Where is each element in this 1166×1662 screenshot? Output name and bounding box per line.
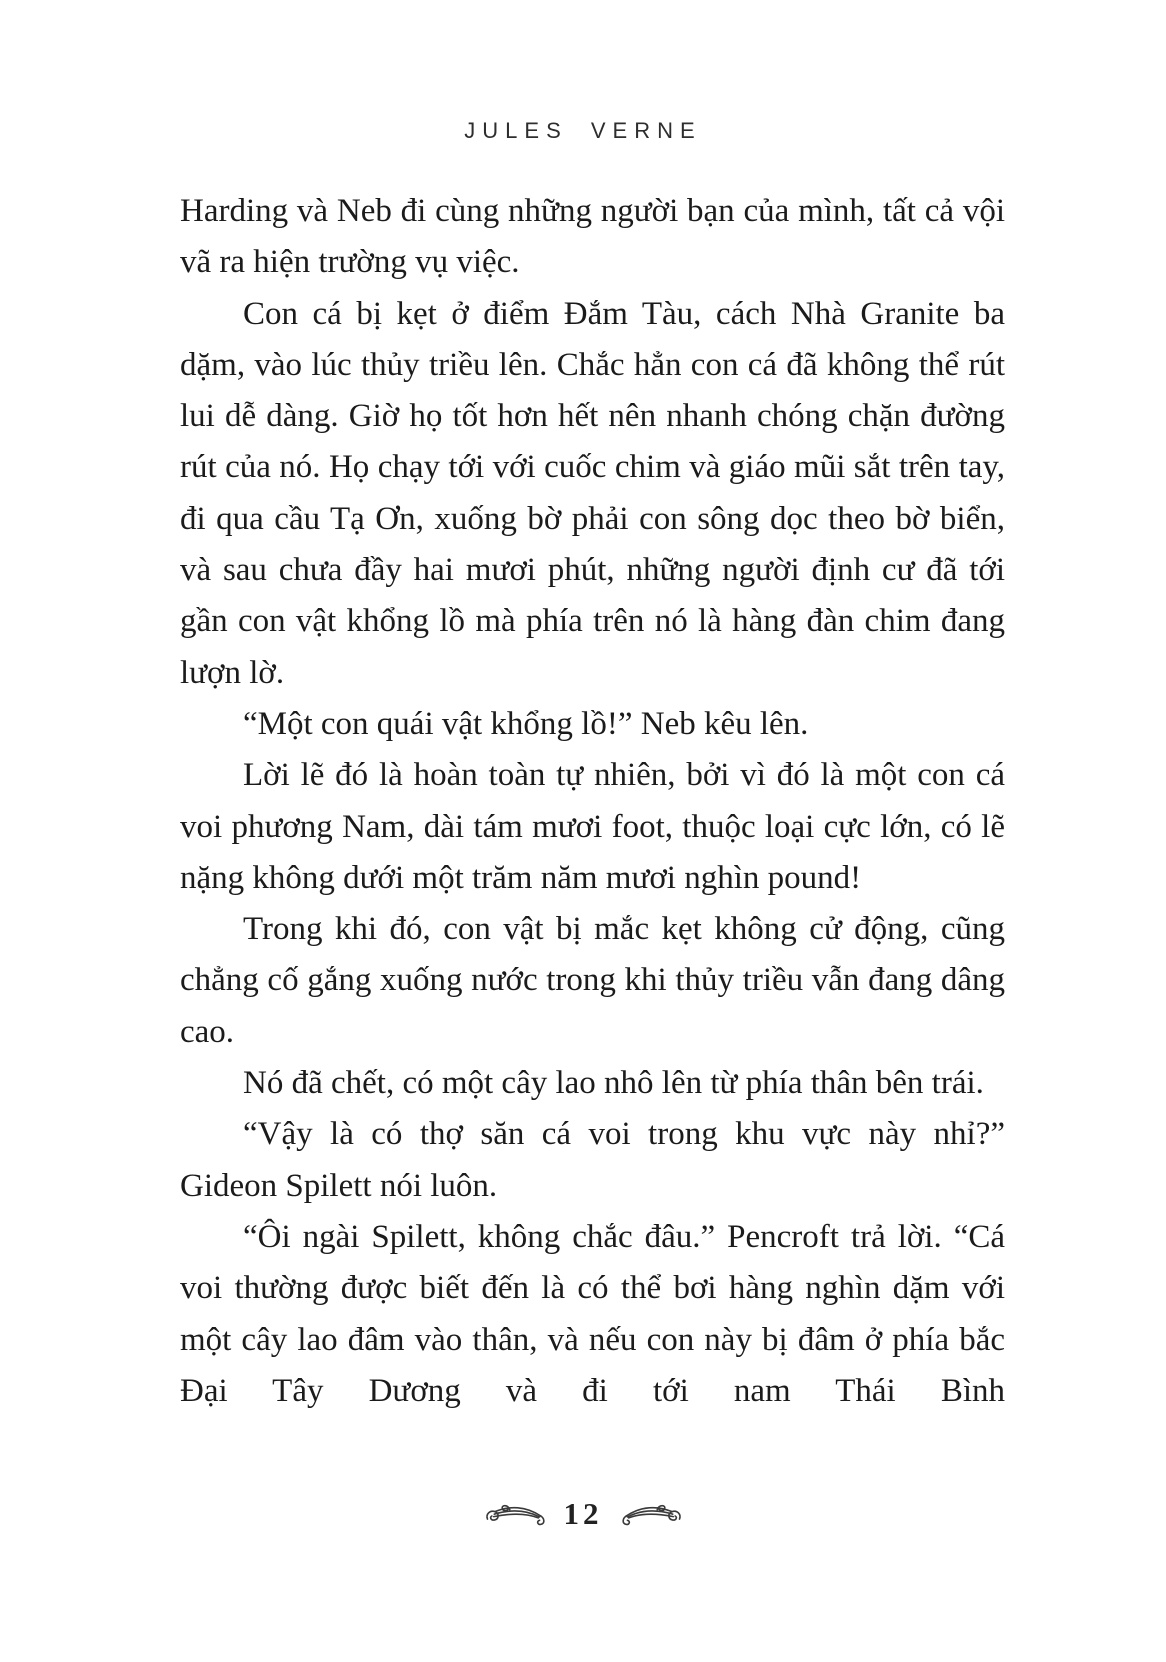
paragraph: Con cá bị kẹt ở điểm Đắm Tàu, cách Nhà Granite ba dặm, vào lúc thủy triều lên. Chắc hẳn con cá đã không thể rút lui dễ dàng. Giờ họ tốt hơn hết nên nhanh chóng chặn đường rút của nó. Họ chạy tới với cuốc chim và giáo mũi sắt trên tay, đi qua cầu Tạ Ơn, xuống bờ phải con sông dọc theo bờ biển, và sau chưa đầy hai mươi phút, những người định cư đã tới gần con vật khổng lồ mà phía trên nó là hàng đàn chim đang lượn lờ. [180,295,1005,691]
swirl-flourish-left-icon [485,1502,547,1530]
paragraph: Harding và Neb đi cùng những người bạn của mình, tất cả vội vã ra hiện trường vụ việc. [180,193,1005,281]
page-footer [0,1498,1166,1533]
paragraph: Trong khi đó, con vật bị mắc kẹt không cử động, cũng chẳng cố gắng xuống nước trong khi thủy triều vẫn đang dâng cao. [180,911,1005,1050]
running-head: JULES VERNE [464,118,702,143]
paragraph: “Một con quái vật khổng lồ!” Neb kêu lên. [243,705,809,742]
paragraph: Lời lẽ đó là hoàn toàn tự nhiên, bởi vì đó là một con cá voi phương Nam, dài tám mươi foot, thuộc loại cực lớn, có lẽ nặng không dưới một trăm năm mươi nghìn pound! [180,757,1005,896]
paragraph: “Vậy là có thợ săn cá voi trong khu vực này nhỉ?” Gideon Spilett nói luôn. [180,1116,1005,1204]
page-number: 12 [563,1496,603,1531]
body-text-block [180,186,1005,1417]
paragraph: “Ôi ngài Spilett, không chắc đâu.” Pencroft trả lời. “Cá voi thường được biết đến là có thể bơi hàng nghìn dặm với một cây lao đâm vào thân, và nếu con này bị đâm ở phía bắc Đại Tây Dương và đi tới nam Thái Bình [180,1218,1005,1409]
swirl-flourish-right-icon [620,1502,682,1530]
paragraph: Nó đã chết, có một cây lao nhô lên từ phía thân bên trái. [243,1065,984,1102]
